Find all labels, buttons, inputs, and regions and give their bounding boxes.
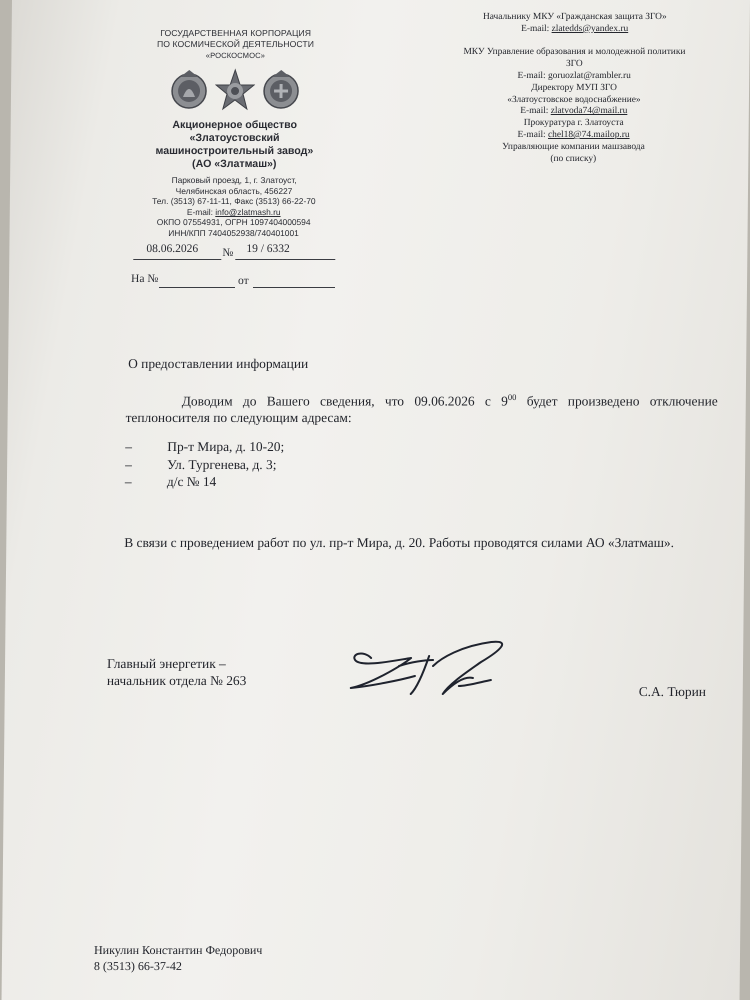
addressee-line: E-mail: zlatvoda74@mail.ru	[520, 106, 628, 117]
addressee-line: Начальнику МКУ «Гражданская защита ЗГО»	[482, 12, 667, 22]
company-email-link[interactable]: info@zlatmash.ru	[215, 206, 281, 217]
addressee-line: E-mail: chel18@74.mailop.ru	[517, 129, 630, 140]
reference-from-underline	[253, 287, 335, 288]
addressee-email-link[interactable]: chel18@74.mailop.ru	[547, 129, 630, 140]
corporation-name: ГОСУДАРСТВЕННАЯ КОРПОРАЦИЯ ПО КОСМИЧЕСКОЙ ДЕЯТЕЛЬНОСТИ «РОСКОСМОС»	[156, 28, 315, 60]
order-of-lenin-icon	[169, 67, 209, 113]
reference-underline	[159, 287, 235, 288]
list-item: – Пр-т Мира, д. 10-20;	[125, 439, 285, 454]
letter-subject: О предоставлении информации	[128, 356, 309, 371]
order-of-lenin-icon-2	[261, 67, 301, 113]
addressee-block	[446, 12, 702, 165]
sender-header	[126, 28, 344, 239]
executor-info	[94, 942, 263, 974]
executor-name: Никулин Константин Федорович	[93, 943, 263, 957]
number-sign: №	[222, 247, 234, 259]
signatory-title: Главный энергетик – начальник отдела № 263	[106, 656, 247, 688]
outgoing-number: 19 / 6332	[246, 243, 290, 255]
document-sheet	[2, 0, 750, 1000]
addressee-line	[448, 36, 702, 48]
award-medals	[127, 67, 344, 115]
number-underline	[235, 259, 335, 260]
company-name: Акционерное общество «Златоустовский машиностроительный завод» (АО «Златмаш»)	[155, 119, 314, 170]
addressee-line: Управляющие компании машзавода	[502, 141, 645, 152]
addressee-line: «Златоустовское водоснабжение»	[507, 94, 641, 105]
paragraph-works: В связи с проведением работ по ул. пр-т Мира, д. 20. Работы проводятся силами АО «Златмаш».	[124, 535, 675, 550]
address-list	[125, 438, 284, 491]
handwritten-signature	[341, 636, 532, 706]
company-email: E-mail: info@zlatmash.ru	[186, 206, 281, 217]
reference-label: На №	[131, 273, 159, 285]
addressee-line: E-mail: zlatedds@yandex.ru	[521, 23, 629, 34]
addressee-line: МКУ Управление образования и молодежной политики	[463, 47, 686, 58]
addressee-line: ЗГО	[565, 59, 583, 70]
date-underline	[133, 259, 221, 260]
red-star-order-icon	[215, 67, 255, 113]
addressee-email-link[interactable]: zlatedds@yandex.ru	[551, 23, 629, 34]
company-address: Парковый проезд, 1, г. Златоуст, Челябинская область, 456227 Тел. (3513) 67-11-11, Факс (3513) 66-22-70 E-mail: info@zlatmash.ru ОКПО 07554931, ОГРН 1097404000594 ИНН/КПП 7404052938/740401001	[126, 175, 343, 239]
list-item: – Ул. Тургенева, д. 3;	[125, 456, 277, 472]
executor-phone: 8 (3513) 66-37-42	[93, 959, 182, 973]
paragraph-notice: Доводим до Вашего сведения, что 09.06.2026 с $9^{00}$ будет произведено отключение теплоносителя по следующим адресам:	[125, 392, 718, 426]
addressee-line: Директору МУП ЗГО	[531, 82, 617, 93]
signatory-name: С.А. Тюрин	[638, 684, 707, 699]
list-item: – д/с № 14	[124, 474, 217, 489]
addressee-line: E-mail: goruozlat@rambler.ru	[517, 70, 631, 81]
addressee-email-link[interactable]: zlatvoda74@mail.ru	[550, 106, 628, 117]
reference-from-label: от	[237, 275, 249, 287]
addressee-line: Прокуратура г. Златоуста	[523, 118, 624, 129]
outgoing-date: 08.06.2026	[146, 243, 199, 255]
addressee-line: (по списку)	[550, 153, 597, 164]
